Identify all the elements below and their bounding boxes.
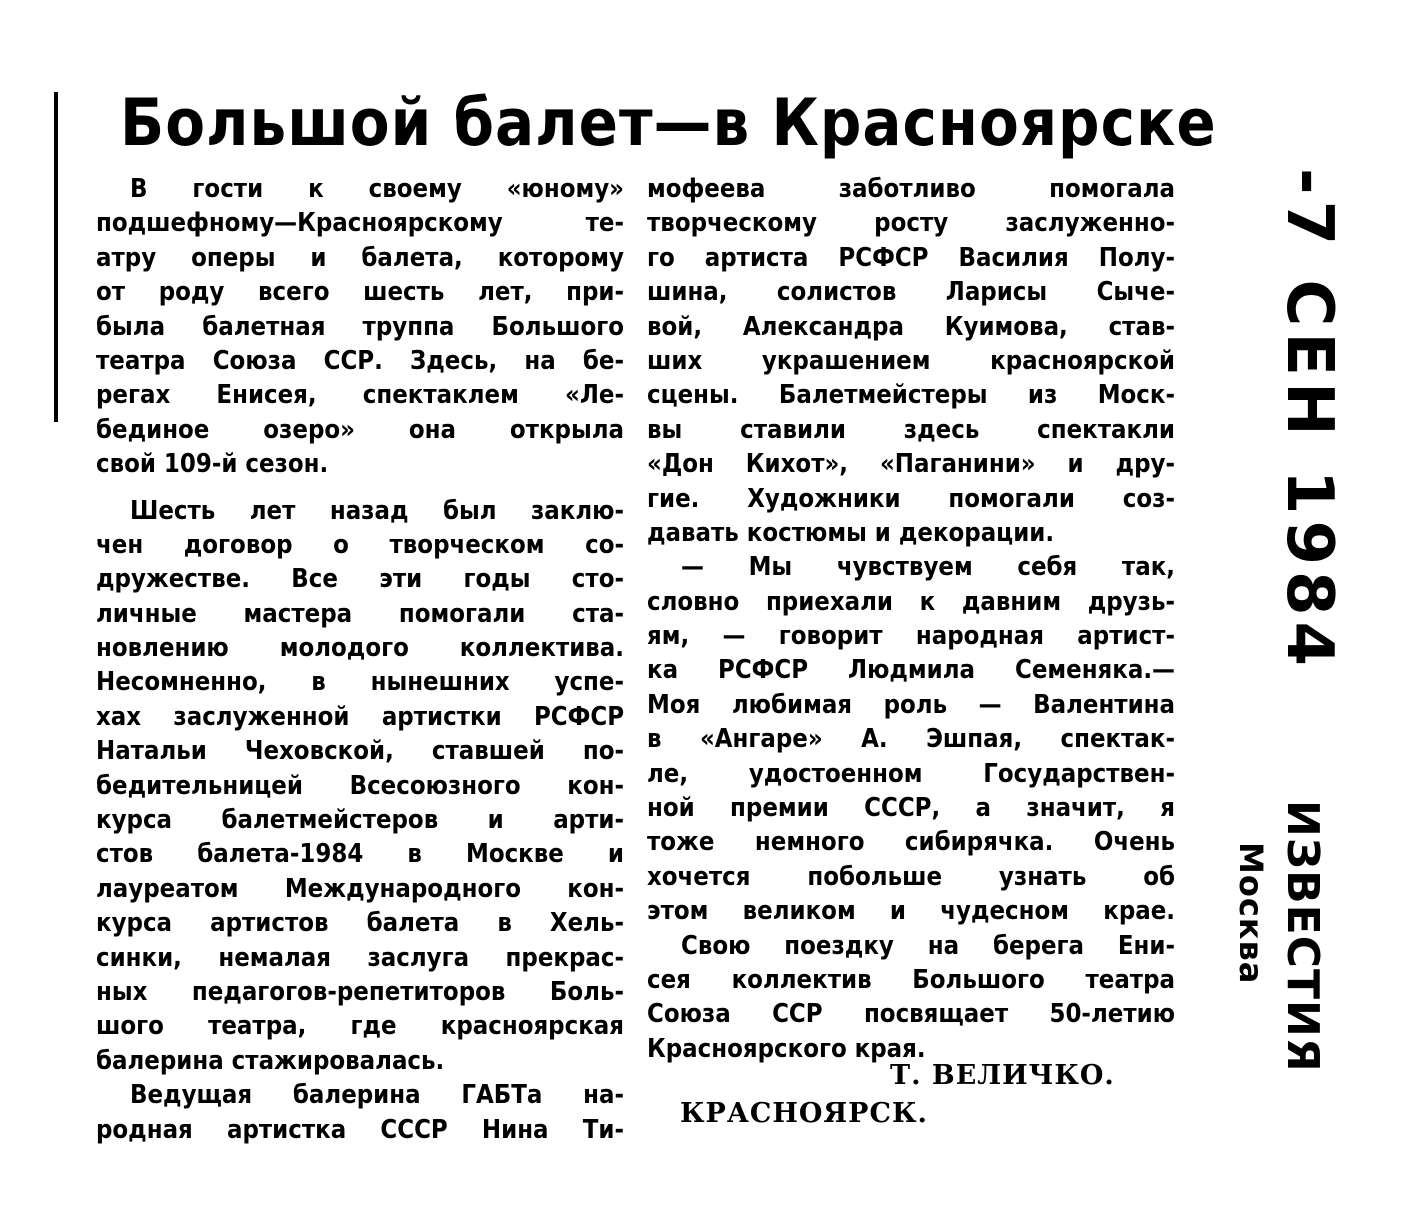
text-line: этом великом и чудесном крае. xyxy=(647,896,1175,927)
text-line: лауреатом Международного кон- xyxy=(96,873,624,904)
text-line: личные мастера помогали ста- xyxy=(96,598,624,629)
text-line: регах Енисея, спектаклем «Ле- xyxy=(96,380,624,411)
text-line: родная артистка СССР Нина Ти- xyxy=(96,1114,624,1145)
text-line: — Мы чувствуем себя так, xyxy=(681,552,1175,583)
text-line: вой, Александра Куимова, став- xyxy=(647,311,1175,342)
text-line: от роду всего шесть лет, при- xyxy=(96,277,624,308)
text-line: го артиста РСФСР Василия Полу- xyxy=(647,242,1175,273)
text-line: В гости к своему «юному» xyxy=(130,174,624,204)
text-line: синки, немалая заслуга прекрас- xyxy=(96,942,624,973)
text-line: гие. Художники помогали соз- xyxy=(647,483,1175,514)
text-line: Несомненно, в нынешних успе- xyxy=(96,667,624,698)
left-margin-rule xyxy=(54,92,58,422)
text-line: Шесть лет назад был заклю- xyxy=(130,495,624,526)
stamp-newspaper-name: ИЗВЕСТИЯ xyxy=(1277,800,1328,1073)
text-line: в «Ангаре» А. Эшпая, спектак- xyxy=(647,724,1175,755)
text-line: сцены. Балетмейстеры из Моск- xyxy=(647,380,1175,411)
text-line: давать костюмы и декорации. xyxy=(647,517,1055,548)
text-line: чен договор о творческом со- xyxy=(96,529,624,560)
author-signature: Т. ВЕЛИЧКО. xyxy=(890,1060,1115,1091)
text-line: сея коллектив Большого театра xyxy=(647,964,1175,995)
text-line: курса балетмейстеров и арти- xyxy=(96,805,624,836)
text-line: вы ставили здесь спектакли xyxy=(647,414,1175,445)
text-line: ка РСФСР Людмила Семеняка.— xyxy=(647,655,1175,686)
text-line: Ведущая балерина ГАБТа на- xyxy=(130,1080,624,1111)
text-line: ных педагогов-репетиторов Боль- xyxy=(96,976,624,1007)
newspaper-stamp xyxy=(1232,800,1332,1073)
text-line: подшефному—Красноярскому те- xyxy=(96,208,624,239)
text-line: балерина стажировалась. xyxy=(96,1045,445,1076)
text-line: хах заслуженной артистки РСФСР xyxy=(96,701,624,732)
article-headline: Большой балет—в Красноярске xyxy=(120,84,1217,161)
text-line: Натальи Чеховской, ставшей по- xyxy=(96,736,624,767)
date-stamp: -7 СЕН 1984 xyxy=(1272,168,1346,673)
text-line: «Дон Кихот», «Паганини» и дру- xyxy=(647,449,1175,480)
text-line: хочется побольше узнать об xyxy=(647,861,1175,892)
text-line: была балетная труппа Большого xyxy=(96,311,624,342)
text-line: ших украшением красноярской xyxy=(647,345,1175,376)
text-line: бедительницей Всесоюзного кон- xyxy=(96,770,624,801)
text-line: курса артистов балета в Хель- xyxy=(96,908,624,939)
text-line: Свою поездку на берега Ени- xyxy=(681,930,1175,961)
text-line: бединое озеро» она открыла xyxy=(96,414,624,445)
text-line: творческому росту заслуженно- xyxy=(647,208,1175,239)
article-column-1 xyxy=(96,172,624,1147)
text-line: свой 109-й сезон. xyxy=(96,449,329,480)
text-line: ле, удостоенном Государствен- xyxy=(647,758,1175,789)
text-line: атру оперы и балета, которому xyxy=(96,242,624,273)
text-line: Красноярского края. xyxy=(647,1033,926,1064)
text-line: ям, — говорит народная артист- xyxy=(647,621,1175,652)
text-line: шина, солистов Ларисы Сыче- xyxy=(647,277,1175,308)
text-line: словно приехали к давним друзь- xyxy=(647,586,1175,617)
text-line: шого театра, где красноярская xyxy=(96,1011,624,1042)
text-line: новлению молодого коллектива. xyxy=(96,633,624,664)
text-line: мофеева заботливо помогала xyxy=(647,174,1175,204)
text-line: ной премии СССР, а значит, я xyxy=(647,793,1175,824)
stamp-city: Москва xyxy=(1232,842,1270,985)
text-line: театра Союза ССР. Здесь, на бе- xyxy=(96,345,624,376)
text-line: дружестве. Все эти годы сто- xyxy=(96,564,624,595)
text-line: Союза ССР посвящает 50-летию xyxy=(647,999,1175,1030)
article-column-2 xyxy=(647,172,1175,1066)
dateline-city: КРАСНОЯРСК. xyxy=(680,1098,928,1129)
text-line: Моя любимая роль — Валентина xyxy=(647,689,1175,720)
text-line: тоже немного сибирячка. Очень xyxy=(647,827,1175,858)
text-line: стов балета-1984 в Москве и xyxy=(96,839,624,870)
